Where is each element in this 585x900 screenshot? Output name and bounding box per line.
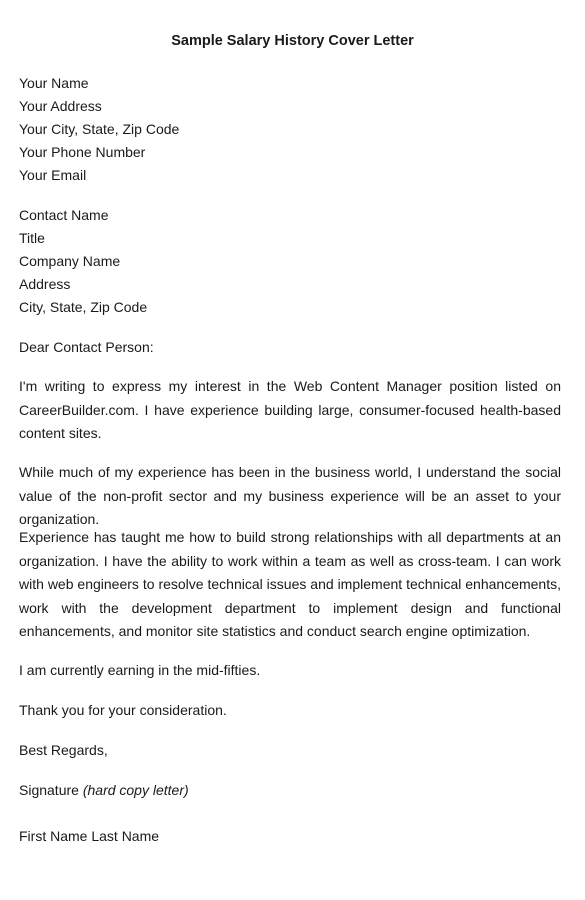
document-title: Sample Salary History Cover Letter xyxy=(171,33,414,49)
sender-address: Your Address xyxy=(19,98,102,114)
sender-phone: Your Phone Number xyxy=(19,144,146,160)
signature-note: (hard copy letter) xyxy=(82,782,189,798)
recipient-address: Address xyxy=(19,276,71,292)
recipient-city-state-zip: City, State, Zip Code xyxy=(19,299,148,315)
recipient-company: Company Name xyxy=(19,253,121,269)
body-paragraph-2: While much of my experience has been in the business world, I understand the social value of the non-profit sector and my business experience will be an asset to your organization. xyxy=(19,464,561,527)
sender-name: Your Name xyxy=(19,75,89,91)
recipient-address-block xyxy=(19,204,561,319)
sender-city-state-zip: Your City, State, Zip Code xyxy=(19,121,180,137)
sender-email: Your Email xyxy=(19,167,87,183)
sender-address-block xyxy=(19,72,561,187)
body-paragraph-3: Experience has taught me how to build strong relationships with all departments at an organization. I have the ability to work within a team as well as cross-team. I can work with web engineers to resolve technical issues and implement technical enhancements, work with the development department to implement design and functional enhancements, and monitor site statistics and conduct search engine optimization. xyxy=(19,529,561,639)
salary-statement: I am currently earning in the mid-fifties. xyxy=(19,662,261,678)
printed-name: First Name Last Name xyxy=(19,828,160,844)
salutation: Dear Contact Person: xyxy=(19,339,154,355)
signature-label: Signature xyxy=(19,782,79,798)
recipient-title: Title xyxy=(19,230,45,246)
thanks-line: Thank you for your consideration. xyxy=(19,702,227,718)
body-paragraph-1: I'm writing to express my interest in the Web Content Manager position listed on CareerBuilder.com. I have experience building large, consumer-focused health-based content sites. xyxy=(19,378,561,441)
recipient-contact-name: Contact Name xyxy=(19,207,109,223)
closing-line: Best Regards, xyxy=(19,742,108,758)
signature-line xyxy=(19,780,189,800)
